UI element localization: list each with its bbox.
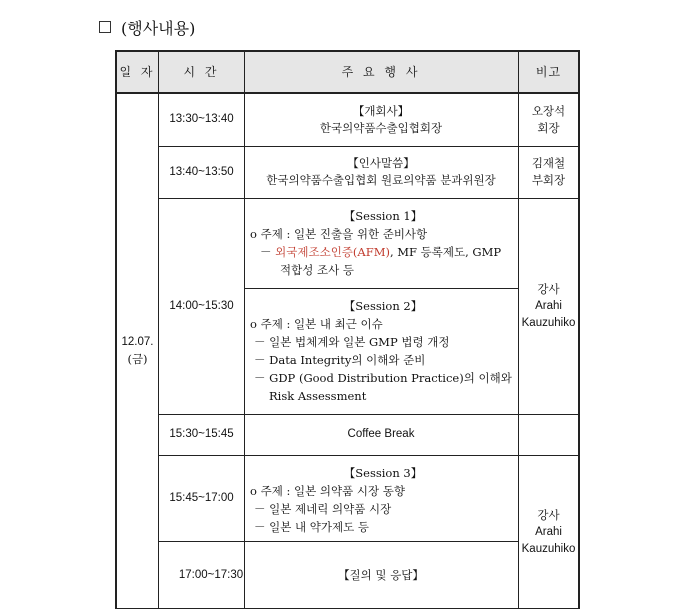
event-cell-4: Coffee Break bbox=[347, 428, 415, 440]
session-1-title: 【Session 1】 bbox=[343, 209, 423, 223]
note-name-5a: Arahi bbox=[535, 525, 562, 538]
session-2-block bbox=[250, 297, 516, 405]
time-cell-6: 17:00~17:30 bbox=[178, 568, 244, 581]
header-bottom-border bbox=[115, 92, 580, 94]
time-cell-1: 13:30~13:40 bbox=[169, 113, 234, 125]
session-2-title: 【Session 2】 bbox=[343, 299, 423, 313]
session-3-title: 【Session 3】 bbox=[343, 466, 423, 480]
time-cell-5: 15:45~17:00 bbox=[169, 491, 234, 504]
note-role-1: 회장 bbox=[537, 120, 560, 135]
session-3-topic: o 주제 : 일본 의약품 시장 동향 bbox=[250, 484, 405, 498]
section-heading-text: (행사내용) bbox=[121, 18, 196, 38]
note-cell-2 bbox=[518, 146, 579, 198]
table-top-border bbox=[115, 50, 580, 52]
row-divider-3 bbox=[159, 414, 580, 415]
row-divider-2 bbox=[159, 198, 580, 199]
session-2-item-cont: Risk Assessment bbox=[269, 389, 367, 403]
row-divider-1 bbox=[159, 146, 580, 147]
note-cell-1 bbox=[518, 93, 579, 146]
col-divider-event bbox=[518, 50, 519, 609]
date-value: 12.07. bbox=[121, 336, 154, 348]
session-1-item-rest: , MF 등록제도, GMP bbox=[389, 245, 502, 259]
header-date: 일 자 bbox=[116, 51, 159, 93]
event-cell-2 bbox=[244, 146, 518, 198]
header-time: 시 간 bbox=[159, 51, 244, 93]
session-2-item-2: － Data Integrity의 이해와 준비 bbox=[254, 353, 426, 367]
note-name-5b: Kauzuhiko bbox=[521, 542, 576, 555]
section-heading bbox=[99, 16, 195, 38]
note-role-3: 강사 bbox=[537, 281, 560, 296]
table-bottom-border bbox=[115, 608, 580, 609]
date-weekday: (금) bbox=[127, 352, 148, 366]
session-2-item-3: － GDP (Good Distribution Practice)의 이해와 bbox=[254, 371, 512, 385]
session-1-item-cont: 적합성 조사 등 bbox=[280, 263, 354, 277]
event-sub-1: 한국의약품수출입협회장 bbox=[319, 120, 443, 135]
event-cell-6: 【질의 및 응답】 bbox=[338, 567, 424, 582]
note-name-3a: Arahi bbox=[535, 299, 562, 312]
col-divider-date bbox=[158, 50, 159, 609]
header-note: 비고 bbox=[518, 51, 579, 93]
session-2-topic: o 주제 : 일본 내 최근 이슈 bbox=[250, 317, 383, 331]
session-1-block bbox=[250, 207, 516, 279]
session-divider bbox=[244, 288, 518, 289]
event-title-2: 【인사말씀】 bbox=[347, 156, 415, 170]
time-cell-2: 13:40~13:50 bbox=[169, 165, 234, 178]
note-name-3b: Kauzuhiko bbox=[521, 316, 576, 329]
session-3-item-2: － 일본 내 약가제도 등 bbox=[254, 520, 369, 534]
row-divider-4 bbox=[159, 455, 580, 456]
table-right-border bbox=[578, 50, 580, 609]
header-event: 주 요 행 사 bbox=[244, 51, 518, 93]
note-role-2: 부회장 bbox=[531, 173, 566, 187]
time-cell-3: 14:00~15:30 bbox=[169, 299, 234, 312]
event-cell-1 bbox=[244, 93, 518, 146]
note-cell-5 bbox=[518, 455, 579, 609]
col-divider-time bbox=[244, 50, 245, 609]
checkbox-square-icon bbox=[99, 21, 111, 33]
row-divider-5 bbox=[159, 541, 518, 542]
session-1-topic: o 주제 : 일본 진출을 위한 준비사항 bbox=[250, 227, 428, 241]
table-left-border bbox=[115, 50, 117, 609]
event-sub-2: 한국의약품수출입협회 원료의약품 분과위원장 bbox=[266, 173, 496, 187]
session-2-item-1: － 일본 법체계와 일본 GMP 법령 개정 bbox=[254, 335, 450, 349]
session-1-afm: 외국제조소인증(AFM) bbox=[275, 245, 390, 259]
note-name-1: 오장석 bbox=[531, 103, 566, 118]
session-3-item-1: － 일본 제네릭 의약품 시장 bbox=[254, 502, 392, 516]
note-cell-3 bbox=[518, 198, 579, 414]
event-title-1: 【개회사】 bbox=[352, 103, 410, 118]
date-cell bbox=[116, 93, 159, 609]
note-name-2: 김재철 bbox=[531, 156, 566, 170]
session-3-block bbox=[250, 464, 516, 536]
time-cell-4: 15:30~15:45 bbox=[169, 428, 234, 440]
session-1-dash: － bbox=[260, 245, 272, 259]
note-role-5: 강사 bbox=[537, 507, 560, 522]
session-1-item bbox=[250, 243, 516, 261]
